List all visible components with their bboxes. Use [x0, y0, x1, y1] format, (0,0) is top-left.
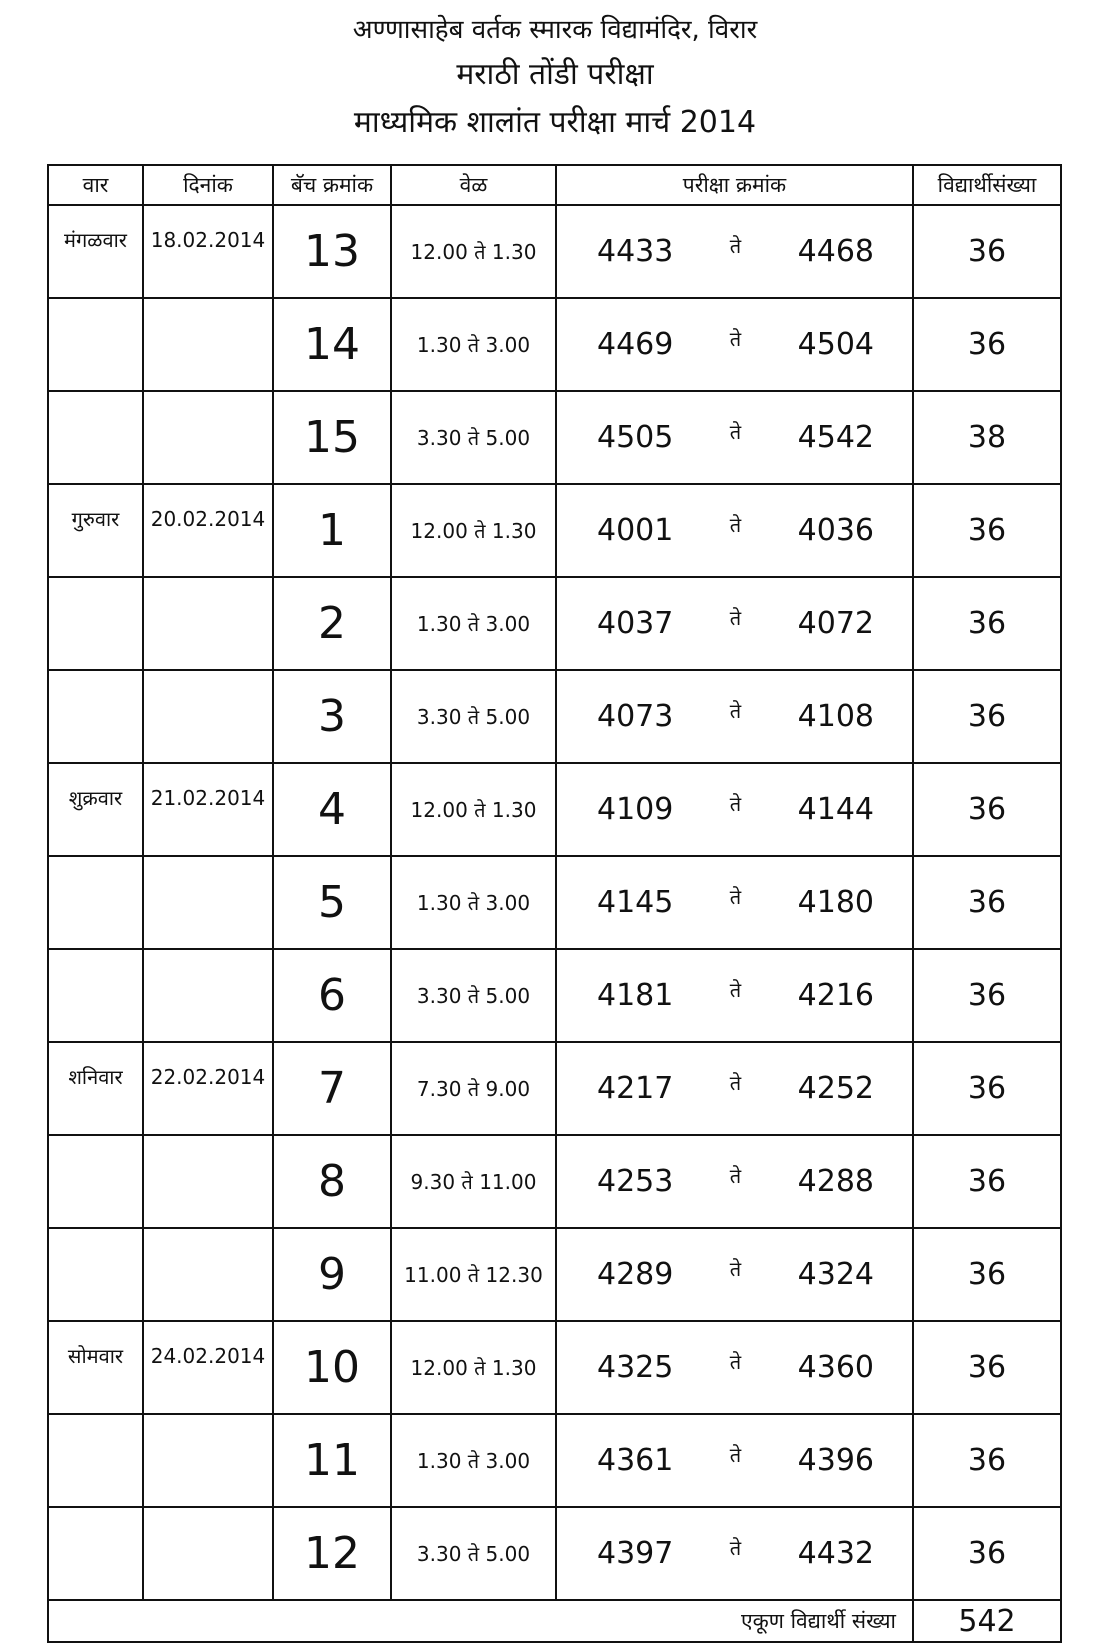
student-count-cell: 36: [913, 1135, 1061, 1228]
range-from: 4397: [597, 1536, 674, 1571]
exam-range-cell: [556, 1228, 913, 1321]
range-from: 4361: [597, 1443, 674, 1478]
exam-range-cell: [556, 298, 913, 391]
range-to: 4360: [797, 1350, 874, 1385]
range-to: 4144: [797, 792, 874, 827]
range-to: 4108: [797, 699, 874, 734]
student-count-cell: 36: [913, 763, 1061, 856]
range-from: 4217: [597, 1071, 674, 1106]
day-cell: [48, 949, 143, 1042]
table-row: [48, 949, 1061, 1042]
time-cell: 3.30 ते 5.00: [391, 1507, 556, 1600]
day-cell: [48, 1507, 143, 1600]
day-cell: [48, 298, 143, 391]
time-cell: 3.30 ते 5.00: [391, 949, 556, 1042]
time-cell: 11.00 ते 12.30: [391, 1228, 556, 1321]
student-count-cell: 36: [913, 1507, 1061, 1600]
date-cell: 21.02.2014: [143, 763, 273, 856]
col-header-day: वार: [48, 165, 143, 205]
schedule-table: [47, 164, 1062, 1643]
range-from: 4181: [597, 978, 674, 1013]
time-cell: 12.00 ते 1.30: [391, 1321, 556, 1414]
date-cell: 20.02.2014: [143, 484, 273, 577]
range-from: 4289: [597, 1257, 674, 1292]
range-from: 4109: [597, 792, 674, 827]
time-cell: 3.30 ते 5.00: [391, 670, 556, 763]
date-cell: [143, 1414, 273, 1507]
time-cell: 12.00 ते 1.30: [391, 484, 556, 577]
day-cell: [48, 670, 143, 763]
school-name: अण्णासाहेब वर्तक स्मारक विद्यामंदिर, विरार: [352, 15, 758, 45]
table-row: [48, 856, 1061, 949]
date-cell: [143, 949, 273, 1042]
student-count-cell: 36: [913, 1414, 1061, 1507]
range-to-word: ते: [729, 1164, 742, 1188]
exam-range-cell: [556, 1042, 913, 1135]
student-count-cell: 36: [913, 298, 1061, 391]
table-row: [48, 298, 1061, 391]
exam-range-cell: [556, 205, 913, 298]
batch-cell: 4: [273, 763, 391, 856]
table-row: [48, 391, 1061, 484]
range-from: 4253: [597, 1164, 674, 1199]
exam-subtitle: माध्यमिक शालांत परीक्षा मार्च 2014: [353, 105, 757, 140]
student-count-cell: 36: [913, 856, 1061, 949]
date-cell: [143, 670, 273, 763]
day-cell: मंगळवार: [48, 205, 143, 298]
batch-cell: 6: [273, 949, 391, 1042]
range-to-word: ते: [729, 699, 742, 723]
range-to-word: ते: [729, 234, 742, 258]
table-row: [48, 670, 1061, 763]
day-cell: [48, 1135, 143, 1228]
table-row: [48, 577, 1061, 670]
time-cell: 3.30 ते 5.00: [391, 391, 556, 484]
date-cell: [143, 1135, 273, 1228]
batch-cell: 12: [273, 1507, 391, 1600]
range-from: 4505: [597, 420, 674, 455]
range-to: 4324: [797, 1257, 874, 1292]
batch-cell: 10: [273, 1321, 391, 1414]
batch-cell: 13: [273, 205, 391, 298]
range-to-word: ते: [729, 1536, 742, 1560]
date-cell: [143, 856, 273, 949]
date-cell: 24.02.2014: [143, 1321, 273, 1414]
day-cell: [48, 1228, 143, 1321]
range-from: 4073: [597, 699, 674, 734]
batch-cell: 7: [273, 1042, 391, 1135]
day-cell: गुरुवार: [48, 484, 143, 577]
student-count-cell: 36: [913, 1042, 1061, 1135]
range-to: 4468: [797, 234, 874, 269]
col-header-date: दिनांक: [143, 165, 273, 205]
range-to-word: ते: [729, 792, 742, 816]
student-count-cell: 38: [913, 391, 1061, 484]
table-row: [48, 1135, 1061, 1228]
table-header-row: [48, 165, 1061, 205]
range-to-word: ते: [729, 1443, 742, 1467]
range-to: 4216: [797, 978, 874, 1013]
day-cell: सोमवार: [48, 1321, 143, 1414]
batch-cell: 15: [273, 391, 391, 484]
exam-range-cell: [556, 856, 913, 949]
col-header-batch: बॅच क्रमांक: [273, 165, 391, 205]
range-to-word: ते: [729, 513, 742, 537]
time-cell: 1.30 ते 3.00: [391, 1414, 556, 1507]
time-cell: 7.30 ते 9.00: [391, 1042, 556, 1135]
day-cell: [48, 856, 143, 949]
total-row: [48, 1600, 1061, 1642]
total-value: 542: [913, 1600, 1061, 1642]
time-cell: 12.00 ते 1.30: [391, 763, 556, 856]
day-cell: [48, 1414, 143, 1507]
range-to-word: ते: [729, 606, 742, 630]
exam-range-cell: [556, 391, 913, 484]
day-cell: शनिवार: [48, 1042, 143, 1135]
date-cell: [143, 577, 273, 670]
day-cell: [48, 577, 143, 670]
table-row: [48, 1507, 1061, 1600]
range-to: 4542: [797, 420, 874, 455]
col-header-time: वेळ: [391, 165, 556, 205]
table-row: [48, 763, 1061, 856]
range-from: 4037: [597, 606, 674, 641]
exam-range-cell: [556, 1507, 913, 1600]
exam-range-cell: [556, 577, 913, 670]
col-header-exam-number: परीक्षा क्रमांक: [556, 165, 913, 205]
date-cell: [143, 391, 273, 484]
time-cell: 9.30 ते 11.00: [391, 1135, 556, 1228]
range-to: 4252: [797, 1071, 874, 1106]
range-to: 4396: [797, 1443, 874, 1478]
range-to-word: ते: [729, 1071, 742, 1095]
range-to: 4504: [797, 327, 874, 362]
exam-range-cell: [556, 1414, 913, 1507]
exam-range-cell: [556, 949, 913, 1042]
table-row: [48, 205, 1061, 298]
batch-cell: 8: [273, 1135, 391, 1228]
date-cell: [143, 298, 273, 391]
day-cell: शुक्रवार: [48, 763, 143, 856]
student-count-cell: 36: [913, 484, 1061, 577]
table-row: [48, 1042, 1061, 1135]
batch-cell: 1: [273, 484, 391, 577]
student-count-cell: 36: [913, 1321, 1061, 1414]
student-count-cell: 36: [913, 205, 1061, 298]
col-header-student-count: विद्यार्थीसंख्या: [913, 165, 1061, 205]
exam-range-cell: [556, 670, 913, 763]
exam-range-cell: [556, 763, 913, 856]
date-cell: 22.02.2014: [143, 1042, 273, 1135]
range-to-word: ते: [729, 1257, 742, 1281]
date-cell: [143, 1507, 273, 1600]
range-from: 4325: [597, 1350, 674, 1385]
range-to-word: ते: [729, 978, 742, 1002]
date-cell: 18.02.2014: [143, 205, 273, 298]
table-row: [48, 1228, 1061, 1321]
student-count-cell: 36: [913, 1228, 1061, 1321]
batch-cell: 5: [273, 856, 391, 949]
range-from: 4001: [597, 513, 674, 548]
exam-range-cell: [556, 1135, 913, 1228]
student-count-cell: 36: [913, 949, 1061, 1042]
table-row: [48, 484, 1061, 577]
batch-cell: 9: [273, 1228, 391, 1321]
range-from: 4469: [597, 327, 674, 362]
range-to-word: ते: [729, 420, 742, 444]
table-row: [48, 1321, 1061, 1414]
time-cell: 12.00 ते 1.30: [391, 205, 556, 298]
range-to: 4288: [797, 1164, 874, 1199]
range-to-word: ते: [729, 327, 742, 351]
range-to: 4036: [797, 513, 874, 548]
exam-range-cell: [556, 1321, 913, 1414]
range-from: 4145: [597, 885, 674, 920]
table-row: [48, 1414, 1061, 1507]
range-to: 4072: [797, 606, 874, 641]
batch-cell: 14: [273, 298, 391, 391]
batch-cell: 11: [273, 1414, 391, 1507]
day-cell: [48, 391, 143, 484]
exam-range-cell: [556, 484, 913, 577]
exam-title: मराठी तोंडी परीक्षा: [456, 57, 654, 92]
student-count-cell: 36: [913, 577, 1061, 670]
batch-cell: 3: [273, 670, 391, 763]
total-label: एकूण विद्यार्थी संख्या: [48, 1600, 913, 1642]
range-to-word: ते: [729, 1350, 742, 1374]
time-cell: 1.30 ते 3.00: [391, 298, 556, 391]
student-count-cell: 36: [913, 670, 1061, 763]
batch-cell: 2: [273, 577, 391, 670]
date-cell: [143, 1228, 273, 1321]
time-cell: 1.30 ते 3.00: [391, 577, 556, 670]
range-from: 4433: [597, 234, 674, 269]
range-to-word: ते: [729, 885, 742, 909]
time-cell: 1.30 ते 3.00: [391, 856, 556, 949]
range-to: 4432: [797, 1536, 874, 1571]
range-to: 4180: [797, 885, 874, 920]
